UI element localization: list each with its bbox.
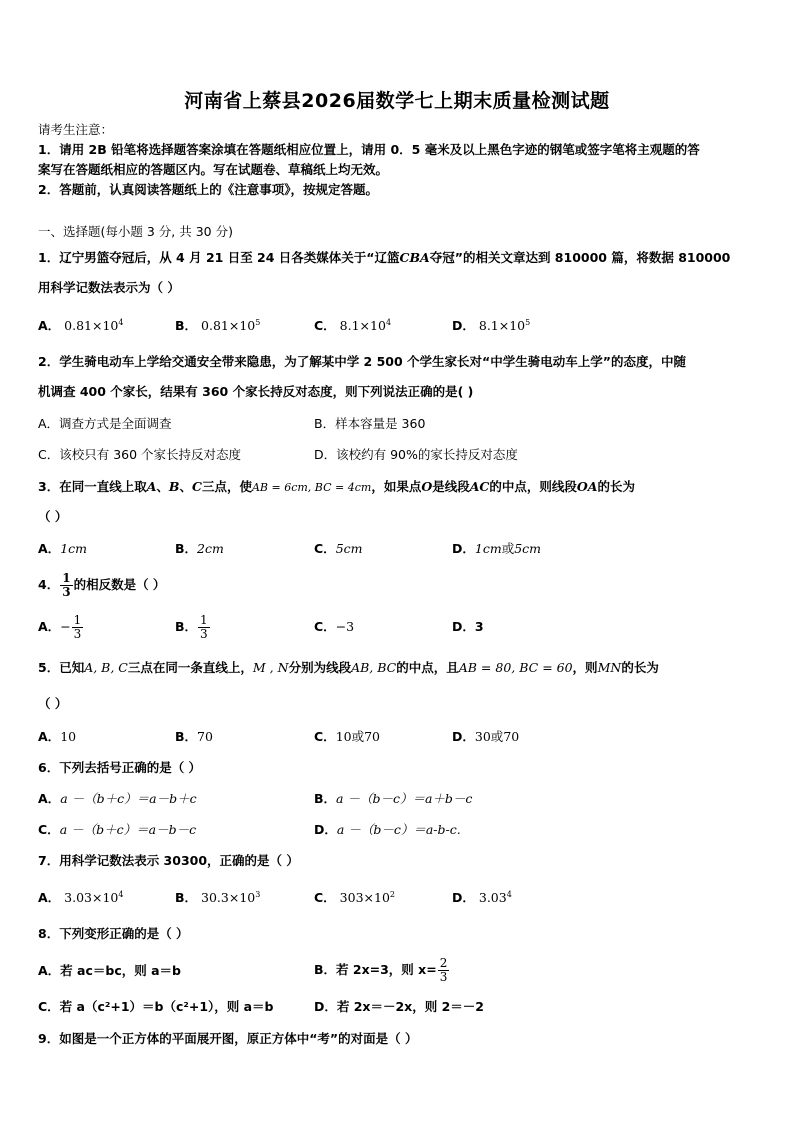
question-5-stem: 5．已知A, B, C三点在同一条直线上，M , N分别为线段AB, BC的中点，且AB = 80, BC = 60，则MN的长为: [38, 660, 659, 675]
fraction: $\frac{1}{3}$: [62, 571, 71, 599]
question-8-stem: 8．下列变形正确的是（ ）: [38, 926, 189, 941]
q7-option-c[interactable]: C． $303\times 10^2$: [314, 890, 396, 905]
question-6-stem: 6．下列去括号正确的是（ ）: [38, 760, 202, 775]
q3-option-c[interactable]: C．5cm: [314, 541, 363, 556]
q5-option-c[interactable]: C．10或70: [314, 729, 381, 744]
question-1-stem-line-2: 用科学记数法表示为（ ）: [38, 280, 180, 295]
q2-option-d[interactable]: D．该校约有 90%的家长持反对态度: [314, 447, 518, 462]
q6-option-c[interactable]: C．a －（b＋c）＝a－b－c: [38, 822, 197, 837]
fraction: $\frac{1}{3}$: [200, 613, 208, 641]
page-title: 河南省上蔡县2026届数学七上期末质量检测试题: [184, 90, 610, 112]
fraction: $\frac{1}{3}$: [73, 613, 82, 641]
q2-option-b[interactable]: B．样本容量是 360: [314, 416, 426, 431]
q4-option-c[interactable]: C．−3: [314, 619, 355, 634]
q3-option-a[interactable]: A．1cm: [38, 541, 87, 556]
question-1-stem: 1．辽宁男篮夺冠后，从 4 月 21 日至 24 日各类媒体关于“辽篮CBA夺冠”的相关文章达到 810000 篇，将数据 810000: [38, 250, 731, 265]
q4-option-b[interactable]: B． $\frac{1}{3}$: [175, 613, 208, 641]
q4-option-d[interactable]: D．3: [452, 619, 484, 634]
q2-option-a[interactable]: A．调查方式是全面调查: [38, 416, 172, 431]
q5-option-d[interactable]: D．30或70: [452, 729, 520, 744]
q8-option-b[interactable]: B．若 2x=3，则 x= $\frac{2}{3}$: [314, 956, 448, 984]
q8-option-c[interactable]: C．若 a（c²+1）＝b（c²+1），则 a＝b: [38, 999, 274, 1014]
question-2-stem: 2．学生骑电动车上学给交通安全带来隐患，为了解某中学 2 500 个学生家长对“中学生骑电动车上学”的态度，中随: [38, 354, 686, 369]
question-4-stem: 4． $\frac{1}{3}$ 的相反数是（ ）: [38, 571, 166, 599]
q3-option-d[interactable]: D．1cm或5cm: [452, 541, 542, 556]
q6-option-a[interactable]: A．a －（b＋c）＝a－b＋c: [38, 791, 197, 806]
question-7-stem: 7．用科学记数法表示 30300，正确的是（ ）: [38, 853, 299, 868]
q6-option-b[interactable]: B．a －（b－c）＝a＋b－c: [314, 791, 473, 806]
notice-heading: 请考生注意：: [38, 122, 114, 137]
notice-item-1-line-2: 案写在答题纸相应的答题区内。写在试题卷、草稿纸上均无效。: [38, 162, 389, 177]
q1-option-c[interactable]: C． $8.1\times 10^4$: [314, 318, 392, 333]
q7-option-b[interactable]: B． $30.3\times 10^3$: [175, 890, 261, 905]
q1-option-d[interactable]: D． $8.1\times 10^5$: [452, 318, 531, 333]
section-heading: 一、选择题(每小题 3 分, 共 30 分): [38, 224, 233, 239]
notice-item-1-line-1: 1．请用 2B 铅笔将选择题答案涂填在答题纸相应位置上，请用 0．5 毫米及以上黑色字迹的钢笔或签字笔将主观题的答: [38, 142, 700, 157]
q8-option-d[interactable]: D．若 2x＝－2x，则 2＝－2: [314, 999, 484, 1014]
q3-option-b[interactable]: B．2cm: [175, 541, 224, 556]
q1-option-b[interactable]: B． $0.81\times 10^5$: [175, 318, 261, 333]
question-2-stem-line-2: 机调查 400 个家长，结果有 360 个家长持反对态度，则下列说法正确的是( ): [38, 384, 474, 399]
q5-option-a[interactable]: A．10: [38, 729, 77, 744]
notice-item-2: 2．答题前，认真阅读答题纸上的《注意事项》，按规定答题。: [38, 182, 378, 197]
q2-option-c[interactable]: C．该校只有 360 个家长持反对态度: [38, 447, 242, 462]
q1-option-a[interactable]: A． $0.81\times 10^4$: [38, 318, 124, 333]
fraction: $\frac{2}{3}$: [439, 956, 448, 984]
q4-option-a[interactable]: A．− $\frac{1}{3}$: [38, 613, 82, 641]
question-9-stem: 9．如图是一个正方体的平面展开图，原正方体中“考”的对面是（ ）: [38, 1031, 418, 1046]
question-3-stem: 3．在同一直线上取A、B、C三点，使AB = 6cm, BC = 4cm，如果点O是线段AC的中点，则线段OA的长为: [38, 479, 636, 494]
question-3-stem-line-2: （ ）: [38, 509, 68, 524]
q6-option-d[interactable]: D．a －（b－c）＝a-b-c.: [314, 822, 461, 837]
q7-option-d[interactable]: D． 3.03$^4$: [452, 890, 512, 905]
q7-option-a[interactable]: A． $3.03\times 10^4$: [38, 890, 124, 905]
q5-option-b[interactable]: B．70: [175, 729, 213, 744]
q8-option-a[interactable]: A．若 ac＝bc，则 a＝b: [38, 963, 181, 978]
question-5-stem-line-2: （ ）: [38, 696, 68, 711]
